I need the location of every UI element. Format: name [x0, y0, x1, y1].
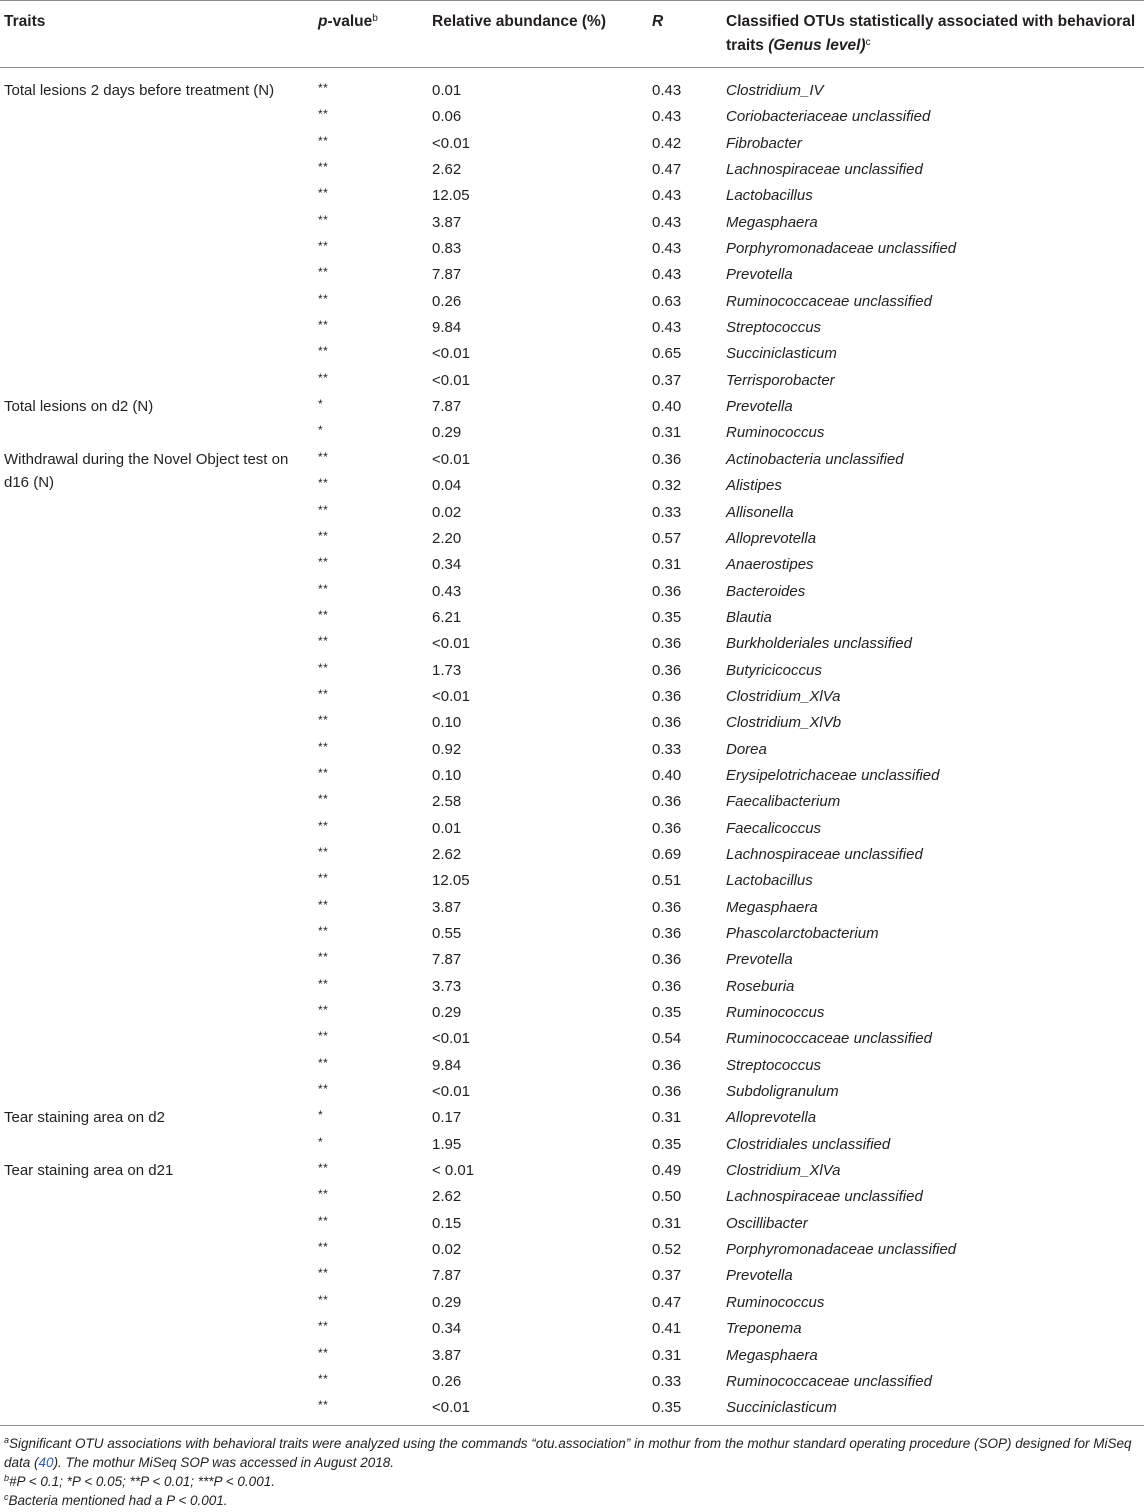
table-row: [0, 497, 1144, 523]
table-row: [0, 813, 1144, 839]
abundance-cell: 7.87: [432, 951, 462, 969]
abundance-cell: <0.01: [432, 1030, 470, 1048]
r-cell: 0.52: [652, 1241, 682, 1259]
abundance-cell: 0.17: [432, 1109, 462, 1127]
table-row: [0, 233, 1144, 259]
abundance-cell: 2.62: [432, 845, 462, 863]
table-row: [0, 75, 1144, 101]
otu-cell: Dorea: [726, 740, 767, 758]
r-cell: 0.36: [652, 450, 682, 468]
r-cell: 0.40: [652, 766, 682, 784]
trait-cell: Total lesions on d2 (N): [4, 398, 154, 416]
otu-cell: Clostridium_XlVa: [726, 1162, 841, 1180]
table-row: [0, 1340, 1144, 1366]
pvalue-cell: **: [318, 1213, 329, 1228]
r-cell: 0.63: [652, 292, 682, 310]
abundance-cell: 0.55: [432, 925, 462, 942]
pvalue-cell: **: [318, 1266, 329, 1281]
otu-cell: Alistipes: [726, 477, 782, 495]
table-top-rule: [0, 0, 1144, 1]
r-cell: 0.36: [652, 977, 682, 995]
otu-cell: Clostridiales unclassified: [726, 1135, 891, 1153]
otu-cell: Ruminococcaceae unclassified: [726, 1030, 932, 1048]
abundance-cell: 1.73: [432, 661, 462, 679]
table-row: [0, 1102, 1144, 1128]
r-cell: 0.36: [652, 635, 682, 653]
r-cell: 0.43: [652, 82, 682, 99]
table-row: [0, 523, 1144, 549]
pvalue-cell: **: [318, 186, 329, 201]
r-cell: 0.43: [652, 187, 682, 205]
abundance-cell: 0.43: [432, 582, 462, 600]
table-row: [0, 1023, 1144, 1049]
otu-cell: Ruminococcus: [726, 424, 825, 442]
trait-cell: Total lesions 2 days before treatment (N): [4, 82, 275, 99]
otu-cell: Megasphaera: [726, 213, 818, 231]
table-row: [0, 892, 1144, 918]
table-row: [0, 101, 1144, 127]
r-cell: 0.41: [652, 1320, 682, 1338]
pvalue-cell: **: [318, 1345, 329, 1360]
pvalue-cell: **: [318, 81, 329, 95]
otu-cell: Terrisporobacter: [726, 371, 835, 389]
table-row: [0, 1181, 1144, 1207]
abundance-cell: 0.26: [432, 292, 462, 310]
table-row: [0, 707, 1144, 733]
r-cell: 0.36: [652, 1083, 682, 1101]
pvalue-cell: **: [318, 1055, 329, 1070]
table-row: [0, 286, 1144, 312]
col-header-abundance: Relative abundance (%): [432, 13, 606, 30]
abundance-cell: 9.84: [432, 319, 462, 337]
pvalue-cell: **: [318, 528, 329, 543]
r-cell: 0.31: [652, 424, 682, 442]
table-row: [0, 786, 1144, 812]
table-row: [0, 312, 1144, 338]
abundance-cell: 0.02: [432, 1241, 462, 1259]
pvalue-cell: **: [318, 1292, 329, 1307]
abundance-cell: <0.01: [432, 371, 470, 389]
otu-cell: Roseburia: [726, 977, 795, 995]
pvalue-cell: **: [318, 555, 329, 570]
r-cell: 0.42: [652, 134, 682, 152]
abundance-cell: <0.01: [432, 450, 470, 468]
table-row: [0, 681, 1144, 707]
otu-cell: Lachnospiraceae unclassified: [726, 845, 923, 863]
table-body: [0, 75, 1144, 1419]
otu-cell: Porphyromonadaceae unclassified: [726, 240, 957, 258]
table-row: [0, 1313, 1144, 1339]
abundance-cell: 9.84: [432, 1056, 462, 1074]
r-cell: 0.49: [652, 1162, 682, 1180]
r-cell: 0.36: [652, 661, 682, 679]
otu-cell: Allisonella: [726, 503, 794, 521]
abundance-cell: 0.34: [432, 1320, 462, 1338]
pvalue-cell: **: [318, 871, 329, 886]
otu-cell: Porphyromonadaceae unclassified: [726, 1241, 957, 1259]
r-cell: 0.31: [652, 1346, 682, 1364]
pvalue-cell: **: [318, 1003, 329, 1018]
table-row: [0, 997, 1144, 1023]
pvalue-cell: **: [318, 792, 329, 807]
abundance-cell: 2.58: [432, 793, 462, 811]
r-cell: 0.33: [652, 740, 682, 758]
abundance-cell: 12.05: [432, 872, 470, 890]
r-cell: 0.36: [652, 1056, 682, 1074]
otu-cell: Treponema: [726, 1320, 802, 1338]
abundance-cell: 2.62: [432, 161, 462, 179]
r-cell: 0.31: [652, 556, 682, 574]
table-row: [0, 576, 1144, 602]
pvalue-cell: **: [318, 212, 329, 227]
pvalue-cell: **: [318, 370, 329, 385]
abundance-cell: 0.01: [432, 819, 462, 837]
r-cell: 0.43: [652, 108, 682, 126]
pvalue-cell: **: [318, 844, 329, 859]
r-cell: 0.35: [652, 1135, 682, 1153]
pvalue-cell: **: [318, 686, 329, 701]
abundance-cell: 0.01: [432, 82, 462, 99]
r-cell: 0.37: [652, 371, 682, 389]
table-row: [0, 1076, 1144, 1102]
otu-cell: Prevotella: [726, 398, 793, 416]
pvalue-cell: **: [318, 344, 329, 359]
trait-cell: Withdrawal during the Novel Object test on d16 (N): [4, 450, 289, 491]
pvalue-cell: **: [318, 1082, 329, 1097]
otu-cell: Ruminococcus: [726, 1004, 825, 1022]
r-cell: 0.43: [652, 266, 682, 284]
otu-cell: Prevotella: [726, 266, 793, 284]
r-cell: 0.32: [652, 477, 682, 495]
abundance-cell: 6.21: [432, 608, 462, 626]
table-row: [0, 180, 1144, 206]
otu-cell: Succiniclasticum: [726, 345, 837, 363]
r-cell: 0.51: [652, 872, 682, 890]
table-row: [0, 1392, 1144, 1418]
otu-cell: Oscillibacter: [726, 1214, 808, 1232]
r-cell: 0.43: [652, 213, 682, 231]
pvalue-cell: **: [318, 739, 329, 754]
r-cell: 0.35: [652, 1399, 682, 1417]
r-cell: 0.31: [652, 1214, 682, 1232]
table-row: [0, 470, 1144, 496]
abundance-cell: <0.01: [432, 134, 470, 152]
otu-cell: Clostridium_IV: [726, 82, 824, 99]
abundance-cell: 3.87: [432, 1346, 462, 1364]
r-cell: 0.43: [652, 240, 682, 258]
footnote-b: $^b$#P < 0.1; *P < 0.05; **P < 0.01; ***P < 0.001.: [4, 1473, 275, 1489]
r-cell: 0.50: [652, 1188, 682, 1206]
table-row: [0, 1287, 1144, 1313]
col-header-otus: Classified OTUs statistically associated with behavioral traits (Genus level)$^c$: [726, 13, 1136, 54]
table-row: [0, 1234, 1144, 1260]
table-row: [0, 602, 1144, 628]
otu-cell: Streptococcus: [726, 1056, 822, 1074]
otu-cell: Ruminococcaceae unclassified: [726, 292, 932, 310]
table-row: [0, 365, 1144, 391]
trait-cell: Tear staining area on d2: [4, 1109, 165, 1127]
otu-cell: Megasphaera: [726, 898, 818, 916]
table-row: [0, 1260, 1144, 1286]
abundance-cell: <0.01: [432, 1083, 470, 1101]
r-cell: 0.47: [652, 1293, 682, 1311]
abundance-cell: 0.04: [432, 477, 462, 495]
pvalue-cell: **: [318, 133, 329, 148]
col-header-pvalue: p-value$^b$: [318, 13, 378, 30]
pvalue-cell: **: [318, 634, 329, 649]
table-row: [0, 918, 1144, 944]
abundance-cell: 0.29: [432, 1293, 462, 1311]
r-cell: 0.37: [652, 1267, 682, 1285]
otu-cell: Clostridium_XlVa: [726, 687, 841, 705]
pvalue-cell: **: [318, 1029, 329, 1044]
abundance-cell: <0.01: [432, 635, 470, 653]
otu-cell: Succiniclasticum: [726, 1399, 837, 1417]
otu-cell: Fibrobacter: [726, 134, 802, 152]
pvalue-cell: **: [318, 291, 329, 306]
abundance-cell: <0.01: [432, 1399, 470, 1417]
pvalue-cell: **: [318, 1319, 329, 1334]
pvalue-cell: **: [318, 660, 329, 675]
pvalue-cell: **: [318, 950, 329, 965]
r-cell: 0.36: [652, 925, 682, 942]
abundance-cell: 3.87: [432, 213, 462, 231]
r-cell: 0.36: [652, 714, 682, 732]
otu-cell: Anaerostipes: [726, 556, 814, 574]
otu-cell: Lactobacillus: [726, 187, 813, 205]
r-cell: 0.36: [652, 951, 682, 969]
r-cell: 0.35: [652, 608, 682, 626]
table-row: [0, 865, 1144, 891]
table-row: [0, 1366, 1144, 1392]
table-row: [0, 1155, 1144, 1181]
abundance-cell: 7.87: [432, 398, 462, 416]
footnote-c: $^c$Bacteria mentioned had a P < 0.001.: [4, 1492, 228, 1508]
table-row: [0, 417, 1144, 443]
otu-cell: Ruminococcus: [726, 1293, 825, 1311]
pvalue-cell: **: [318, 976, 329, 991]
r-cell: 0.36: [652, 687, 682, 705]
table-row: [0, 944, 1144, 970]
abundance-cell: 1.95: [432, 1135, 462, 1153]
otu-cell: Actinobacteria unclassified: [726, 450, 904, 468]
table-row: [0, 760, 1144, 786]
table-row: [0, 154, 1144, 180]
pvalue-cell: **: [318, 1371, 329, 1386]
pvalue-cell: **: [318, 1187, 329, 1202]
pvalue-cell: **: [318, 239, 329, 254]
table-row: [0, 128, 1144, 154]
table-row: [0, 259, 1144, 285]
otu-cell: Bacteroides: [726, 582, 806, 600]
otu-cell: Blautia: [726, 608, 772, 626]
abundance-cell: 0.15: [432, 1214, 462, 1232]
otu-cell: Alloprevotella: [726, 529, 817, 547]
pvalue-cell: **: [318, 449, 329, 464]
otu-cell: Burkholderiales unclassified: [726, 635, 912, 653]
abundance-cell: 0.06: [432, 108, 462, 126]
abundance-cell: 0.26: [432, 1372, 462, 1390]
r-cell: 0.31: [652, 1109, 682, 1127]
otu-cell: Faecalicoccus: [726, 819, 822, 837]
abundance-cell: <0.01: [432, 345, 470, 363]
otu-cell: Clostridium_XlVb: [726, 714, 842, 732]
pvalue-cell: **: [318, 107, 329, 122]
header-bottom-rule: [0, 67, 1144, 68]
r-cell: 0.47: [652, 161, 682, 179]
otu-cell: Prevotella: [726, 1267, 793, 1285]
abundance-cell: 3.73: [432, 977, 462, 995]
pvalue-cell: *: [318, 423, 324, 438]
abundance-cell: 0.10: [432, 766, 462, 784]
pvalue-cell: *: [318, 1134, 324, 1149]
table-row: [0, 734, 1144, 760]
r-cell: 0.69: [652, 845, 682, 863]
r-cell: 0.36: [652, 819, 682, 837]
abundance-cell: 7.87: [432, 1267, 462, 1285]
r-cell: 0.36: [652, 582, 682, 600]
pvalue-cell: **: [318, 818, 329, 833]
otu-cell: Coriobacteriaceae unclassified: [726, 108, 931, 126]
otu-cell: Lachnospiraceae unclassified: [726, 161, 923, 179]
otu-cell: Prevotella: [726, 951, 793, 969]
abundance-cell: <0.01: [432, 687, 470, 705]
reference-link[interactable]: 40: [38, 1455, 54, 1470]
col-header-traits: Traits: [4, 13, 46, 30]
otu-cell: Faecalibacterium: [726, 793, 841, 811]
r-cell: 0.36: [652, 898, 682, 916]
pvalue-cell: *: [318, 1108, 324, 1123]
pvalue-cell: **: [318, 1398, 329, 1413]
r-cell: 0.33: [652, 1372, 682, 1390]
r-cell: 0.35: [652, 1004, 682, 1022]
pvalue-cell: **: [318, 924, 329, 938]
table-row: [0, 391, 1144, 417]
r-cell: 0.40: [652, 398, 682, 416]
pvalue-cell: **: [318, 713, 329, 728]
abundance-cell: 2.20: [432, 529, 462, 547]
table-row: [0, 338, 1144, 364]
otu-cell: Megasphaera: [726, 1346, 818, 1364]
table-row: [0, 1208, 1144, 1234]
table-row: [0, 207, 1144, 233]
pvalue-cell: **: [318, 265, 329, 280]
otu-cell: Lachnospiraceae unclassified: [726, 1188, 923, 1206]
otu-cell: Erysipelotrichaceae unclassified: [726, 766, 940, 784]
pvalue-cell: **: [318, 160, 329, 175]
abundance-cell: 0.29: [432, 424, 462, 442]
pvalue-cell: **: [318, 502, 329, 517]
pvalue-cell: **: [318, 897, 329, 912]
otu-cell: Phascolarctobacterium: [726, 925, 879, 942]
pvalue-cell: **: [318, 1240, 329, 1255]
otu-cell: Alloprevotella: [726, 1109, 817, 1127]
r-cell: 0.33: [652, 503, 682, 521]
abundance-cell: 0.83: [432, 240, 462, 258]
otu-cell: Streptococcus: [726, 319, 822, 337]
r-cell: 0.36: [652, 793, 682, 811]
abundance-cell: 0.10: [432, 714, 462, 732]
table-row: [0, 839, 1144, 865]
otu-cell: Lactobacillus: [726, 872, 813, 890]
abundance-cell: 3.87: [432, 898, 462, 916]
footnote-a: $^a$Significant OTU associations with behavioral traits were analyzed using the commands “otu.association” in mothur from the mothur standard operating procedure (SOP) designed for MiSeq data (40). The mothur MiSeq SOP was accessed in August 2018.: [4, 1435, 1132, 1470]
pvalue-cell: **: [318, 765, 329, 780]
abundance-cell: 12.05: [432, 187, 470, 205]
abundance-cell: < 0.01: [432, 1162, 475, 1180]
pvalue-cell: **: [318, 476, 329, 491]
r-cell: 0.65: [652, 345, 682, 363]
abundance-cell: 7.87: [432, 266, 462, 284]
otu-cell: Subdoligranulum: [726, 1083, 839, 1101]
pvalue-cell: **: [318, 581, 329, 596]
trait-cell: Tear staining area on d21: [4, 1162, 174, 1180]
table-row: [0, 971, 1144, 997]
table-bottom-rule: [0, 1425, 1144, 1426]
table-row: [0, 655, 1144, 681]
col-header-r: R: [652, 13, 664, 30]
table-row: [0, 1129, 1144, 1155]
pvalue-cell: *: [318, 397, 324, 412]
otu-cell: Ruminococcaceae unclassified: [726, 1372, 932, 1390]
pvalue-cell: **: [318, 607, 329, 622]
table-row: [0, 628, 1144, 654]
abundance-cell: 0.92: [432, 740, 462, 758]
pvalue-cell: **: [318, 318, 329, 333]
abundance-cell: 2.62: [432, 1188, 462, 1206]
otu-cell: Butyricicoccus: [726, 661, 822, 679]
abundance-cell: 0.29: [432, 1004, 462, 1022]
table-row: [0, 1050, 1144, 1076]
r-cell: 0.57: [652, 529, 682, 547]
r-cell: 0.43: [652, 319, 682, 337]
r-cell: 0.54: [652, 1030, 682, 1048]
pvalue-cell: **: [318, 1161, 329, 1176]
abundance-cell: 0.02: [432, 503, 462, 521]
table-row: [0, 549, 1144, 575]
abundance-cell: 0.34: [432, 556, 462, 574]
